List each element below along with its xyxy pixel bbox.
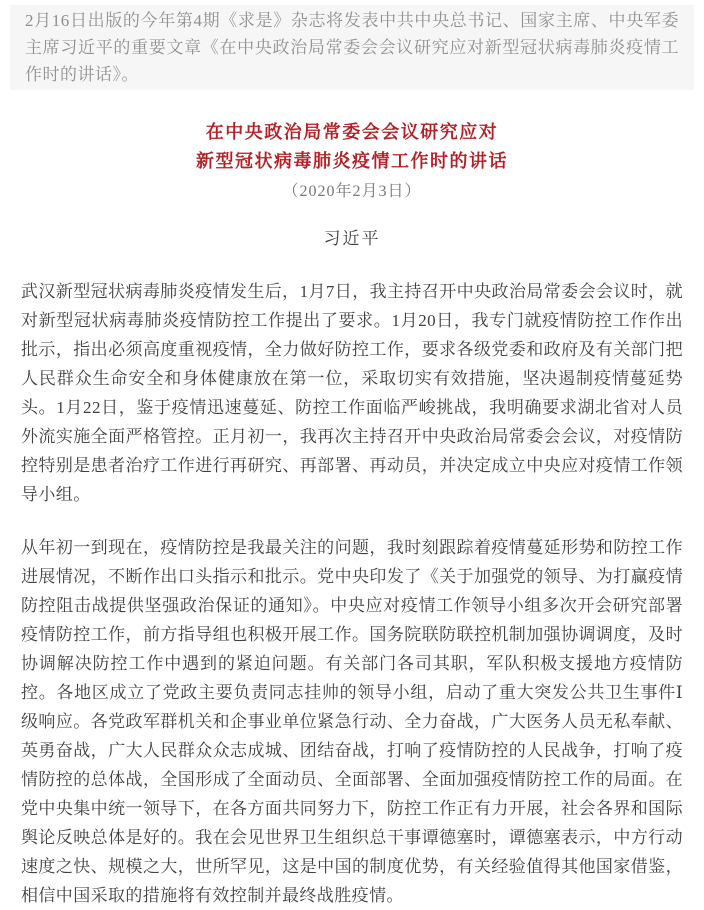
article-date: （2020年2月3日）: [282, 183, 422, 200]
article-paragraph-2: 从年初一到现在，疫情防控是我最关注的问题，我时刻跟踪着疫情蔓延形势和防控工作进展情况，不断作出口头指示和批示。党中央印发了《关于加强党的领导、为打赢疫情防控阻击战提供坚强政治保证的通知》。中央应对疫情工作领导小组多次开会研究部署疫情防控工作，前方指导组也积极开展工作。国务院联防联控机制加强协调调度，及时协调解决防控工作中遇到的紧迫问题。有关部门各司其职，军队积极支援地方疫情防控。各地区成立了党政主要负责同志挂帅的领导小组，启动了重大突发公共卫生事件Ⅰ级响应。各党政军群机关和企事业单位紧急行动、全力奋战，广大医务人员无私奉献、英勇奋战，广大人民群众众志成城、团结奋战，打响了疫情防控的人民战争，打响了疫情防控的总体战，全国形成了全面动员、全面部署、全面加强疫情防控工作的局面。在党中央集中统一领导下，在各方面共同努力下，防控工作正有力开展，社会各界和国际舆论反映总体是好的。我在会见世界卫生组织总干事谭德塞时，谭德塞表示，中方行动速度之快、规模之大，世所罕见，这是中国的制度优势，有关经验值得其他国家借鉴，相信中国采取的措施将有效控制并最终战胜疫情。: [21, 538, 683, 905]
lede-text: 2月16日出版的今年第4期《求是》杂志将发表中共中央总书记、国家主席、中央军委主席习近平的重要文章《在中央政治局常委会会议研究应对新型冠状病毒肺炎疫情工作时的讲话》。: [25, 11, 679, 84]
article-title-line-2: 新型冠状病毒肺炎疫情工作时的讲话: [196, 151, 508, 171]
article-title-line-1: 在中央政治局常委会会议研究应对: [205, 122, 499, 142]
article-paragraph-1: 武汉新型冠状病毒肺炎疫情发生后，1月7日，我主持召开中央政治局常委会会议时，就对新型冠状病毒肺炎疫情防控工作提出了要求。1月20日，我专门就疫情防控工作作出批示，指出必须高度重视疫情，全力做好防控工作，要求各级党委和政府及有关部门把人民群众生命安全和身体健康放在第一位，采取切实有效措施，坚决遏制疫情蔓延势头。1月22日，鉴于疫情迅速蔓延、防控工作面临严峻挑战，我明确要求湖北省对人员外流实施全面严格管控。正月初一，我再次主持召开中央政治局常委会会议，对疫情防控特别是患者治疗工作进行再研究、再部署、再动员，并决定成立中央应对疫情工作领导小组。: [21, 282, 683, 504]
article-body: [21, 277, 683, 910]
lede-box: [10, 5, 694, 90]
article-author: 习近平: [323, 229, 381, 248]
article-title: [0, 118, 704, 176]
